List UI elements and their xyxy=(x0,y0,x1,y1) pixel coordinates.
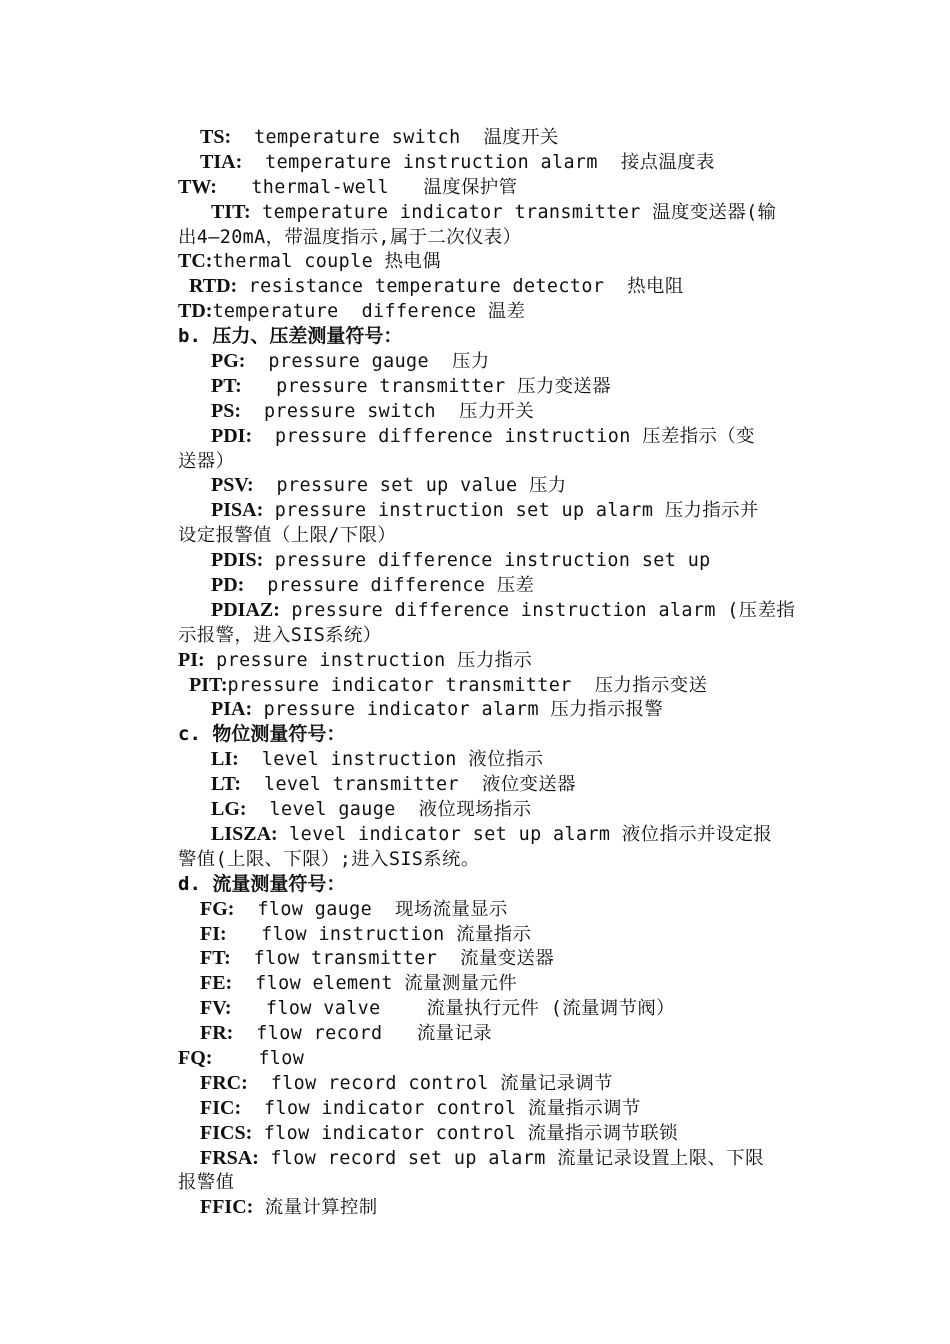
symbol-code: FT: xyxy=(200,947,231,970)
text-line xyxy=(0,647,950,672)
symbol-description: 送器） xyxy=(178,450,235,472)
symbol-description: flow element 流量测量元件 xyxy=(232,973,518,995)
symbol-description: temperature switch 温度开关 xyxy=(231,127,559,148)
text-line xyxy=(0,1045,950,1070)
text-line xyxy=(0,547,950,572)
symbol-code: FQ: xyxy=(178,1046,213,1069)
text-line xyxy=(0,522,950,547)
text-line xyxy=(0,174,950,199)
symbol-description: level instruction 液位指示 xyxy=(238,749,544,771)
text-line xyxy=(0,348,950,373)
text-line xyxy=(0,1194,950,1219)
symbol-code: LT: xyxy=(211,773,242,796)
symbol-code: PDIS: xyxy=(211,549,264,572)
text-line xyxy=(0,248,950,273)
text-line xyxy=(0,945,950,970)
section-heading-text: c. 物位测量符号： xyxy=(178,723,346,746)
text-line xyxy=(0,746,950,771)
symbol-code: PDI: xyxy=(211,424,253,447)
text-line xyxy=(0,1095,950,1120)
text-line xyxy=(0,1169,950,1194)
text-line xyxy=(0,995,950,1020)
symbol-description: thermal couple 热电偶 xyxy=(212,251,441,273)
symbol-description: pressure transmitter 压力变送器 xyxy=(241,375,612,397)
text-line xyxy=(0,572,950,597)
symbol-code: FRC: xyxy=(200,1071,248,1094)
symbol-description: temperature difference 温差 xyxy=(212,301,526,323)
text-line xyxy=(0,597,950,622)
symbol-description: level transmitter 液位变送器 xyxy=(241,774,576,796)
text-line xyxy=(0,846,950,871)
text-line xyxy=(0,497,950,522)
symbol-code: TD: xyxy=(178,300,213,323)
symbol-description: 报警值 xyxy=(178,1172,235,1194)
symbol-code: PS: xyxy=(211,399,241,422)
symbol-description: flow xyxy=(212,1047,305,1069)
text-line xyxy=(0,224,950,249)
symbol-code: FI: xyxy=(200,922,227,945)
text-line xyxy=(0,199,950,224)
text-line xyxy=(0,273,950,298)
symbol-description: pressure indicator alarm 压力指示报警 xyxy=(252,699,664,721)
symbol-description: flow instruction 流量指示 xyxy=(226,923,532,945)
symbol-code: PD: xyxy=(211,574,245,597)
symbol-code: TW: xyxy=(178,175,217,198)
text-line xyxy=(0,696,950,721)
text-line xyxy=(0,821,950,846)
text-line xyxy=(0,1070,950,1095)
symbol-code: FE: xyxy=(200,972,233,995)
section-heading xyxy=(0,323,950,348)
text-line xyxy=(0,398,950,423)
symbol-code: TC: xyxy=(178,250,213,273)
text-line xyxy=(0,622,950,647)
symbol-description: pressure difference instruction alarm (压差指 xyxy=(279,599,796,621)
section-heading-text: b. 压力、压差测量符号： xyxy=(178,325,403,348)
symbol-code: PG: xyxy=(211,350,246,373)
section-heading xyxy=(0,871,950,896)
text-line xyxy=(0,124,950,149)
symbol-description: flow valve 流量执行元件 (流量调节阀） xyxy=(231,998,675,1020)
text-line xyxy=(0,298,950,323)
symbol-description: pressure set up value 压力 xyxy=(253,475,567,497)
text-line xyxy=(0,423,950,448)
symbol-description: flow gauge 现场流量显示 xyxy=(234,898,508,920)
symbol-code: LG: xyxy=(211,798,247,821)
symbol-description: thermal-well 温度保护管 xyxy=(216,176,518,198)
symbol-code: LISZA: xyxy=(211,822,278,845)
symbol-description: 出4—20mA，带温度指示,属于二次仪表） xyxy=(178,226,522,248)
section-heading-text: d. 流量测量符号： xyxy=(178,872,346,895)
symbol-code: PT: xyxy=(211,374,242,397)
symbol-description: level indicator set up alarm 液位指示并设定报 xyxy=(277,823,773,845)
text-line xyxy=(0,1120,950,1145)
symbol-code: PSV: xyxy=(211,474,254,497)
symbol-description: temperature indicator transmitter 温度变送器(输 xyxy=(250,201,777,223)
symbol-description: flow indicator control 流量指示调节联锁 xyxy=(252,1122,678,1144)
symbol-description: 警值(上限、下限）;进入SIS系统。 xyxy=(178,848,480,870)
symbol-code: TS: xyxy=(200,126,232,148)
symbol-description: pressure instruction set up alarm 压力指示并 xyxy=(263,500,759,522)
symbol-code: PI: xyxy=(178,648,205,671)
symbol-code: PIA: xyxy=(211,698,253,721)
symbol-description: pressure indicator transmitter 压力指示变送 xyxy=(227,674,708,696)
symbol-description: pressure switch 压力开关 xyxy=(241,400,535,422)
text-line xyxy=(0,373,950,398)
symbol-code: RTD: xyxy=(189,275,238,298)
symbol-description: 流量计算控制 xyxy=(253,1197,378,1219)
symbol-description: flow transmitter 流量变送器 xyxy=(230,948,555,970)
symbol-description: resistance temperature detector 热电阻 xyxy=(237,276,684,298)
symbol-description: pressure instruction 压力指示 xyxy=(204,649,533,671)
symbol-code: TIT: xyxy=(211,200,251,223)
symbol-code: LI: xyxy=(211,748,239,771)
symbol-code: PISA: xyxy=(211,499,264,522)
symbol-description: flow record control 流量记录调节 xyxy=(247,1072,613,1094)
symbol-code: FICS: xyxy=(200,1121,253,1144)
text-line xyxy=(0,472,950,497)
symbol-description: level gauge 液位现场指示 xyxy=(246,799,532,821)
symbol-code: FIC: xyxy=(200,1096,242,1119)
symbol-description: 示报警，进入SIS系统） xyxy=(178,624,382,646)
text-line xyxy=(0,970,950,995)
symbol-code: PDIAZ: xyxy=(211,598,280,621)
text-line xyxy=(0,149,950,174)
symbol-description: pressure difference 压差 xyxy=(244,575,535,597)
symbol-description: flow record set up alarm 流量记录设置上限、下限 xyxy=(258,1147,764,1169)
text-line xyxy=(0,672,950,697)
symbol-description: pressure difference instruction set up xyxy=(263,550,711,572)
text-line xyxy=(0,796,950,821)
text-line xyxy=(0,448,950,473)
symbol-description: 设定报警值（上限/下限） xyxy=(178,525,397,547)
symbol-code: TIA: xyxy=(200,150,243,173)
text-line xyxy=(0,771,950,796)
symbol-description: flow indicator control 流量指示调节 xyxy=(241,1097,641,1119)
symbol-description: temperature instruction alarm 接点温度表 xyxy=(242,151,715,173)
document-page xyxy=(0,124,950,1219)
text-line xyxy=(0,921,950,946)
text-line xyxy=(0,1145,950,1170)
symbol-description: pressure gauge 压力 xyxy=(245,351,490,373)
symbol-code: FG: xyxy=(200,897,235,920)
text-line xyxy=(0,1020,950,1045)
symbol-description: pressure difference instruction 压差指示（变 xyxy=(252,425,755,447)
text-line xyxy=(0,896,950,921)
symbol-code: FV: xyxy=(200,997,232,1020)
symbol-code: FR: xyxy=(200,1022,234,1045)
symbol-description: flow record 流量记录 xyxy=(233,1023,493,1045)
symbol-code: PIT: xyxy=(189,673,228,696)
symbol-code: FRSA: xyxy=(200,1146,259,1169)
section-heading xyxy=(0,721,950,746)
symbol-code: FFIC: xyxy=(200,1196,254,1219)
